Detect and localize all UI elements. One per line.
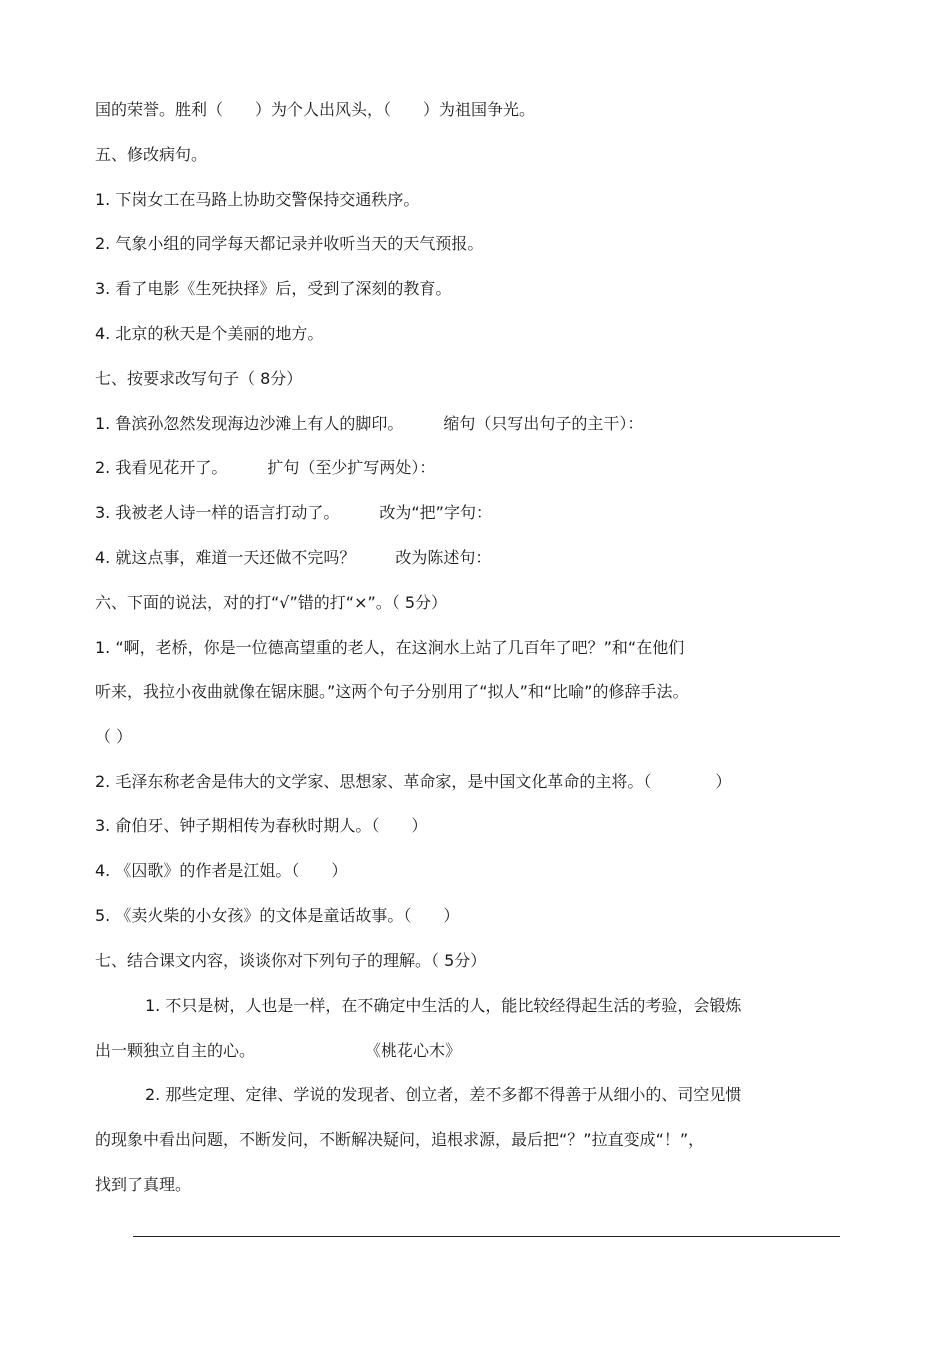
sentence-item-2: 2. 气象小组的同学每天都记录并收听当天的天气预报。 xyxy=(95,234,484,253)
rewrite-instruction: 扩句（至少扩写两处）： xyxy=(267,458,436,477)
rewrite-item-2 xyxy=(95,458,435,478)
rewrite-sentence: 4. 就这点事，难道一天还做不完吗？ xyxy=(95,548,356,567)
rewrite-sentence: 1. 鲁滨孙忽然发现海边沙滩上有人的脚印。 xyxy=(95,414,404,433)
rewrite-item-3 xyxy=(95,503,492,523)
rewrite-sentence: 3. 我被老人诗一样的语言打动了。 xyxy=(95,503,340,522)
rewrite-instruction: 改为陈述句： xyxy=(395,548,492,567)
sentence-item-1: 1. 下岗女工在马路上协助交警保持交通秩序。 xyxy=(95,190,420,209)
source-title: 《桃花心木》 xyxy=(365,1041,462,1060)
section-heading-comprehension: 七、结合课文内容，谈谈你对下列句子的理解。（ 5分） xyxy=(95,951,487,970)
rewrite-item-4 xyxy=(95,548,491,568)
rewrite-instruction: 缩句（只写出句子的主干）： xyxy=(443,414,644,433)
comprehension-item-1-line-2 xyxy=(95,1041,461,1061)
section-heading-true-false: 六、下面的说法，对的打“√”错的打“×”。（ 5分） xyxy=(95,593,448,612)
rewrite-item-1 xyxy=(95,414,643,434)
comprehension-item-2-line-3: 找到了真理。 xyxy=(95,1175,192,1194)
quote-text: 出一颗独立自主的心。 xyxy=(95,1041,256,1060)
section-heading-correct-sentences: 五、修改病句。 xyxy=(95,145,208,164)
answer-parentheses: （ ） xyxy=(95,727,133,746)
comprehension-item-2-line-1: 2. 那些定理、定律、学说的发现者、创立者，差不多都不得善于从细小的、司空见惯 xyxy=(145,1085,742,1104)
answer-line-right xyxy=(650,1236,840,1237)
section-heading-rewrite: 七、按要求改写句子（ 8分） xyxy=(95,369,303,388)
comprehension-item-2-line-2: 的现象中看出问题，不断发问，不断解决疑问，追根求源，最后把“？”拉直变成“！”， xyxy=(95,1130,705,1149)
comprehension-item-1-line-1: 1. 不只是树，人也是一样，在不确定中生活的人，能比较经得起生活的考验，会锻炼 xyxy=(145,996,742,1015)
rewrite-sentence: 2. 我看见花开了。 xyxy=(95,458,228,477)
sentence-item-3: 3. 看了电影《生死抉择》后，受到了深刻的教育。 xyxy=(95,279,452,298)
rewrite-instruction: 改为“把”字句： xyxy=(379,503,492,522)
text-line-honor: 国的荣誉。胜利（ ）为个人出风头，（ ）为祖国争光。 xyxy=(95,100,536,119)
judge-item-1-line-1: 1. “啊，老桥，你是一位德高望重的老人，在这涧水上站了几百年了吧？”和“在他们 xyxy=(95,638,685,657)
judge-item-1-line-2: 听来，我拉小夜曲就像在锯床腿。”这两个句子分别用了“拟人”和“比喻”的修辞手法。 xyxy=(95,682,689,701)
judge-item-4: 4. 《囚歌》的作者是江姐。（ ） xyxy=(95,861,348,880)
answer-line-left xyxy=(133,1236,670,1237)
judge-item-2: 2. 毛泽东称老舍是伟大的文学家、思想家、革命家，是中国文化革命的主将。（ ） xyxy=(95,772,732,791)
sentence-item-4: 4. 北京的秋天是个美丽的地方。 xyxy=(95,324,324,343)
judge-item-3: 3. 俞伯牙、钟子期相传为春秋时期人。（ ） xyxy=(95,816,428,835)
judge-item-5: 5. 《卖火柴的小女孩》的文体是童话故事。（ ） xyxy=(95,906,460,925)
